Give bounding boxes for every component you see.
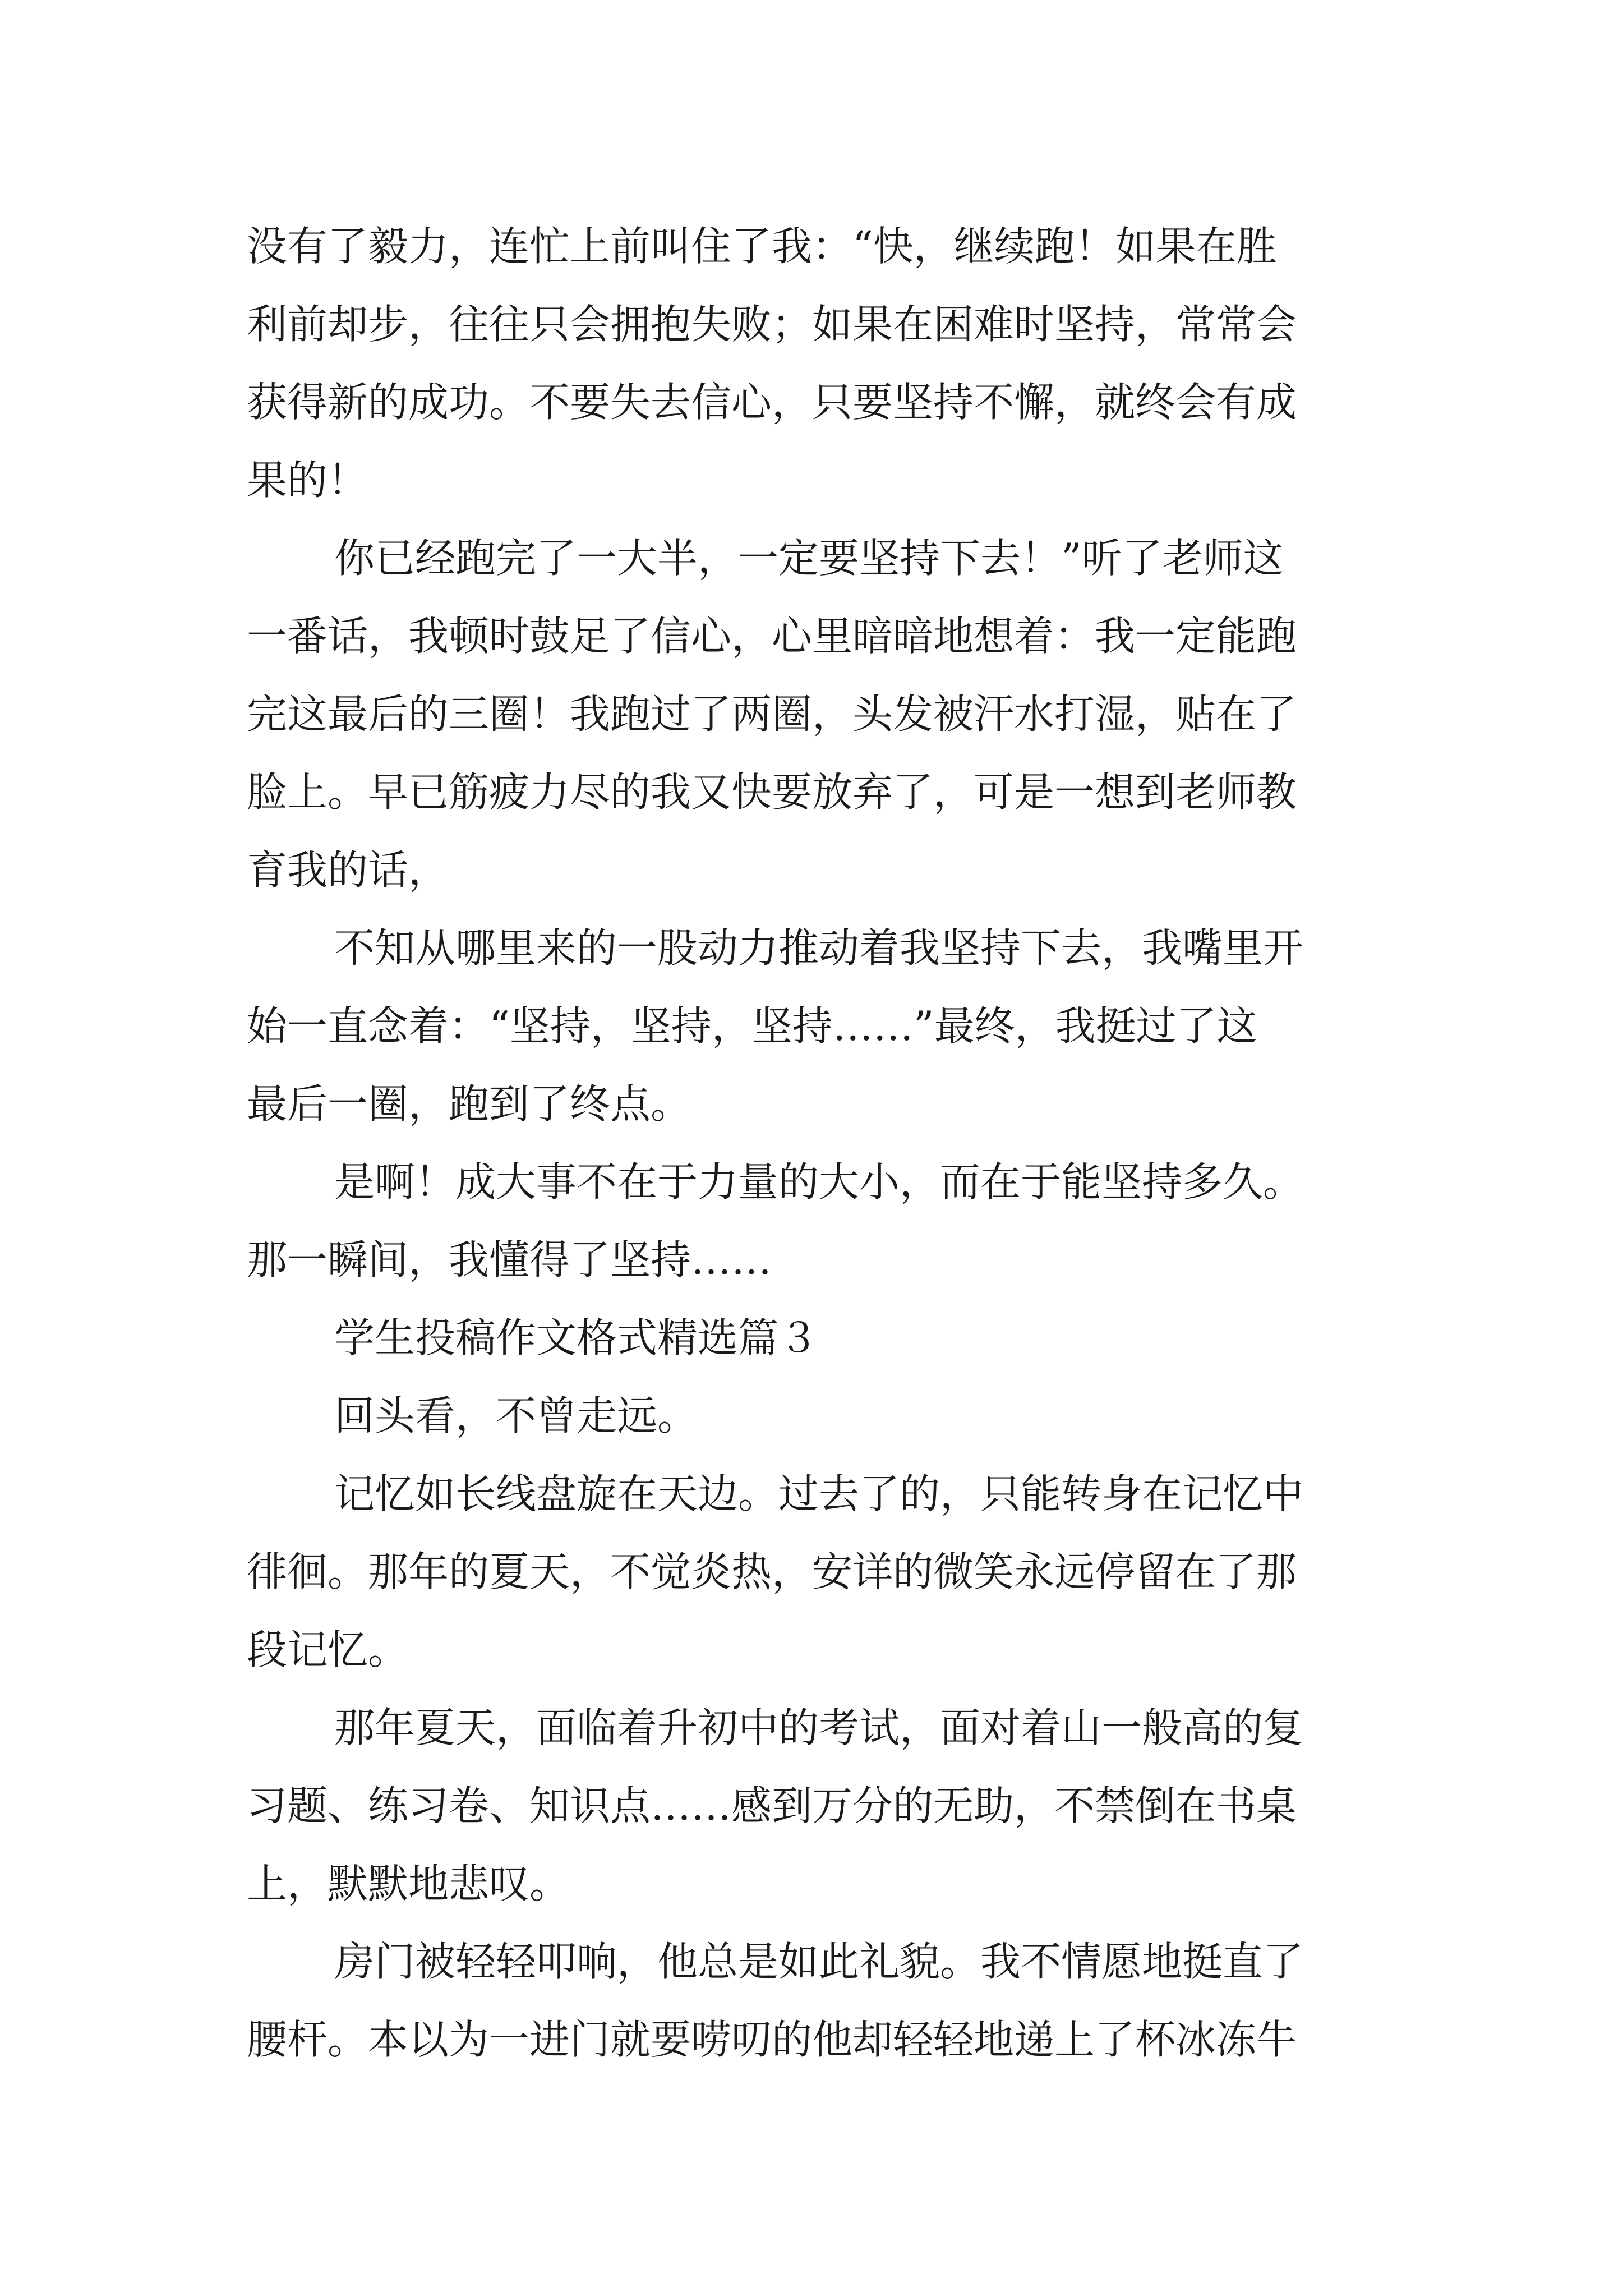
text-line: 腰杆。本以为一进门就要唠叨的他却轻轻地递上了杯冰冻牛 [247,2016,1297,2063]
text-line: 获得新的成功。不要失去信心，只要坚持不懈，就终会有成 [247,379,1297,426]
text-line: 习题、练习卷、知识点……感到万分的无助，不禁倒在书桌 [247,1782,1297,1829]
text-line: 是啊！成大事不在于力量的大小，而在于能坚持多久。 [334,1158,1304,1205]
text-line: 上，默默地悲叹。 [247,1860,570,1907]
text-line: 利前却步，往往只会拥抱失败；如果在困难时坚持，常常会 [247,301,1297,348]
text-line: 房门被轻轻叩响，他总是如此礼貌。我不情愿地挺直了 [334,1938,1304,1985]
text-line: 没有了毅力，连忙上前叫住了我：“快，继续跑！如果在胜 [247,223,1277,270]
text-line: 回头看，不曾走远。 [334,1392,698,1439]
text-line: 记忆如长线盘旋在天边。过去了的，只能转身在记忆中 [334,1470,1304,1517]
text-line: 你已经跑完了一大半，一定要坚持下去！”听了老师这 [334,535,1284,582]
text-line: 一番话，我顿时鼓足了信心，心里暗暗地想着：我一定能跑 [247,613,1297,660]
text-line: 那一瞬间，我懂得了坚持…… [247,1236,772,1283]
text-line: 段记忆。 [247,1626,409,1673]
text-line: 始一直念着：“坚持，坚持，坚持……”最终，我挺过了这 [247,1002,1257,1050]
text-line: 完这最后的三圈！我跑过了两圈，头发被汗水打湿，贴在了 [247,691,1297,738]
text-line: 徘徊。那年的夏天，不觉炎热，安详的微笑永远停留在了那 [247,1548,1297,1595]
body-text [247,208,1396,2079]
text-line: 不知从哪里来的一股动力推动着我坚持下去，我嘴里开 [334,924,1304,972]
section-heading: 学生投稿作文格式精选篇３ [334,1314,819,1361]
text-line: 育我的话， [247,846,449,894]
text-line: 果的！ [247,457,368,504]
text-line: 那年夏天，面临着升初中的考试，面对着山一般高的复 [334,1704,1304,1751]
text-line: 脸上。早已筋疲力尽的我又快要放弃了，可是一想到老师教 [247,769,1297,816]
text-line: 最后一圈，跑到了终点。 [247,1080,691,1128]
